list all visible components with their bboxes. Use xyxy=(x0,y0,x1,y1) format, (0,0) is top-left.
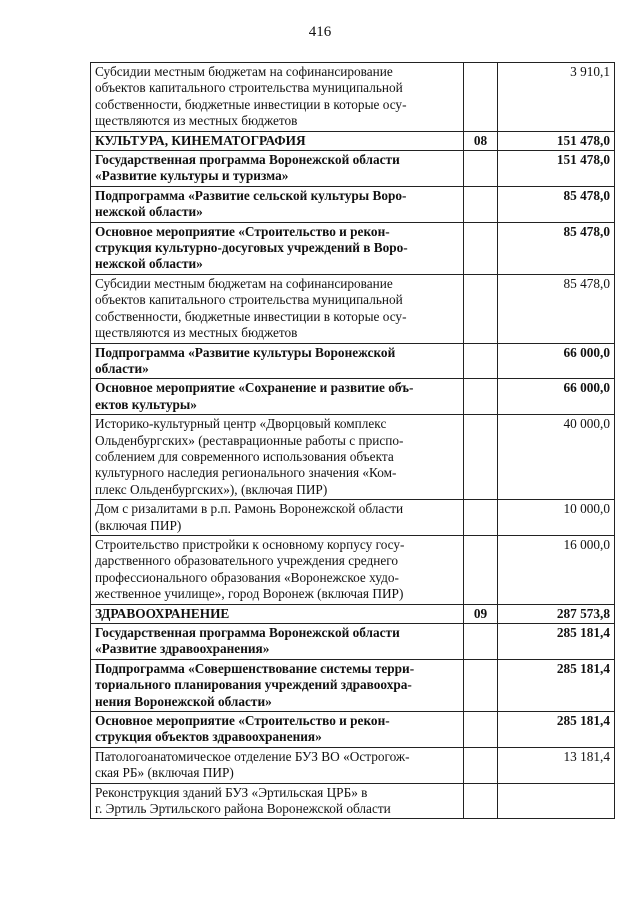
row-name-cell xyxy=(91,500,464,536)
row-section-code xyxy=(464,186,498,222)
row-amount xyxy=(498,783,615,819)
row-amount: 285 181,4 xyxy=(498,712,615,748)
row-amount: 66 000,0 xyxy=(498,379,615,415)
page-number: 416 xyxy=(308,24,332,40)
row-name-cell xyxy=(91,747,464,783)
row-name-line: ториального планирования учреждений здравоохра- xyxy=(95,677,412,693)
row-name-line: струкция объектов здравоохранения» xyxy=(95,729,322,745)
table-row xyxy=(91,624,615,660)
row-name-line: Государственная программа Воронежской области xyxy=(95,152,400,168)
row-name-line: дарственного образовательного учреждения среднего xyxy=(95,553,399,569)
row-section-code xyxy=(464,535,498,604)
table-row xyxy=(91,274,615,343)
row-name-cell xyxy=(91,186,464,222)
row-name-cell xyxy=(91,222,464,274)
row-amount: 40 000,0 xyxy=(498,415,615,500)
row-name-line: области» xyxy=(95,360,149,376)
row-name-line: соблением для современного использования объекта xyxy=(95,448,394,464)
row-name-cell xyxy=(91,343,464,379)
row-name-line: Основное мероприятие «Сохранение и развитие объ- xyxy=(95,380,414,396)
table-row xyxy=(91,535,615,604)
table-row xyxy=(91,151,615,187)
row-section-code xyxy=(464,379,498,415)
row-section-code xyxy=(464,274,498,343)
row-amount: 66 000,0 xyxy=(498,343,615,379)
row-section-code: 09 xyxy=(464,604,498,623)
row-name-line: Подпрограмма «Совершенствование системы терри- xyxy=(95,660,415,676)
row-name-cell xyxy=(91,131,464,150)
row-section-code: 08 xyxy=(464,131,498,150)
row-section-code xyxy=(464,712,498,748)
table-row xyxy=(91,747,615,783)
row-amount: 285 181,4 xyxy=(498,624,615,660)
row-name-line: КУЛЬТУРА, КИНЕМАТОГРАФИЯ xyxy=(95,132,306,148)
row-section-code xyxy=(464,747,498,783)
row-amount: 3 910,1 xyxy=(498,63,615,132)
row-amount: 151 478,0 xyxy=(498,131,615,150)
table-row xyxy=(91,500,615,536)
row-name-line: Подпрограмма «Развитие культуры Воронежской xyxy=(95,344,396,360)
row-name-line: профессионального образования «Воронежское худо- xyxy=(95,569,399,585)
row-name-line: ектов культуры» xyxy=(95,396,197,412)
row-name-line: объектов капитального строительства муниципальной xyxy=(95,292,403,308)
row-section-code xyxy=(464,783,498,819)
row-amount: 13 181,4 xyxy=(498,747,615,783)
row-name-line: Субсидии местным бюджетам на софинансирование xyxy=(95,275,393,291)
row-amount: 287 573,8 xyxy=(498,604,615,623)
row-name-line: собственности, бюджетные инвестиции в которые осу- xyxy=(95,308,407,324)
row-name-line: Реконструкция зданий БУЗ «Эртильская ЦРБ» в xyxy=(95,784,368,800)
row-amount: 151 478,0 xyxy=(498,151,615,187)
row-name-line: г. Эртиль Эртильского района Воронежской области xyxy=(95,801,391,817)
row-name-line: плекс Ольденбургских»), (включая ПИР) xyxy=(95,481,328,497)
row-name-line: Патологоанатомическое отделение БУЗ ВО «Острогож- xyxy=(95,748,410,764)
row-amount: 85 478,0 xyxy=(498,222,615,274)
row-name-cell xyxy=(91,783,464,819)
row-name-line: «Развитие культуры и туризма» xyxy=(95,168,289,184)
row-section-code xyxy=(464,222,498,274)
table-row xyxy=(91,659,615,711)
row-name-cell xyxy=(91,274,464,343)
row-name-line: ществляются из местных бюджетов xyxy=(95,325,298,341)
row-name-cell xyxy=(91,151,464,187)
row-name-line: (включая ПИР) xyxy=(95,517,182,533)
table-row xyxy=(91,186,615,222)
table-row xyxy=(91,604,615,623)
row-section-code xyxy=(464,415,498,500)
row-amount: 10 000,0 xyxy=(498,500,615,536)
row-name-cell xyxy=(91,415,464,500)
table-row xyxy=(91,63,615,132)
table-row xyxy=(91,343,615,379)
row-name-line: Дом с ризалитами в р.п. Рамонь Воронежской области xyxy=(95,501,404,517)
row-name-line: ская РБ» (включая ПИР) xyxy=(95,765,234,781)
row-section-code xyxy=(464,63,498,132)
table-row xyxy=(91,712,615,748)
row-name-line: Историко-культурный центр «Дворцовый комплекс xyxy=(95,416,387,432)
budget-table-body xyxy=(91,63,615,819)
row-name-line: нежской области» xyxy=(95,256,203,272)
row-name-cell xyxy=(91,379,464,415)
row-section-code xyxy=(464,659,498,711)
row-name-line: струкция культурно-досуговых учреждений в Воро- xyxy=(95,240,408,256)
row-name-line: Строительство пристройки к основному корпусу госу- xyxy=(95,536,405,552)
table-row xyxy=(91,222,615,274)
row-name-cell xyxy=(91,604,464,623)
row-name-line: ЗДРАВООХРАНЕНИЕ xyxy=(95,605,230,621)
row-name-line: нежской области» xyxy=(95,204,203,220)
row-name-line: жественное училище», город Воронеж (включая ПИР) xyxy=(95,586,404,602)
row-name-cell xyxy=(91,712,464,748)
row-name-cell xyxy=(91,535,464,604)
row-name-line: Подпрограмма «Развитие сельской культуры Воро- xyxy=(95,187,407,203)
row-name-line: Основное мероприятие «Строительство и рекон- xyxy=(95,223,390,239)
table-row xyxy=(91,415,615,500)
budget-table xyxy=(90,62,615,819)
row-name-line: культурного наследия регионального значения «Ком- xyxy=(95,465,397,481)
row-name-cell xyxy=(91,624,464,660)
table-row xyxy=(91,131,615,150)
table-row xyxy=(91,783,615,819)
row-name-line: собственности, бюджетные инвестиции в которые осу- xyxy=(95,96,407,112)
row-amount: 285 181,4 xyxy=(498,659,615,711)
row-name-cell xyxy=(91,659,464,711)
row-amount: 16 000,0 xyxy=(498,535,615,604)
row-name-line: объектов капитального строительства муниципальной xyxy=(95,80,403,96)
row-name-line: «Развитие здравоохранения» xyxy=(95,641,270,657)
row-name-line: ществляются из местных бюджетов xyxy=(95,113,298,129)
row-section-code xyxy=(464,624,498,660)
table-row xyxy=(91,379,615,415)
row-name-line: Субсидии местным бюджетам на софинансирование xyxy=(95,64,393,79)
row-section-code xyxy=(464,151,498,187)
row-amount: 85 478,0 xyxy=(498,274,615,343)
row-name-line: Государственная программа Воронежской области xyxy=(95,625,400,640)
row-name-cell xyxy=(91,63,464,132)
row-name-line: Основное мероприятие «Строительство и рекон- xyxy=(95,713,390,729)
row-amount: 85 478,0 xyxy=(498,186,615,222)
row-name-line: Ольденбургских» (реставрационные работы с приспо- xyxy=(95,432,404,448)
row-section-code xyxy=(464,500,498,536)
row-name-line: нения Воронежской области» xyxy=(95,693,272,709)
row-section-code xyxy=(464,343,498,379)
